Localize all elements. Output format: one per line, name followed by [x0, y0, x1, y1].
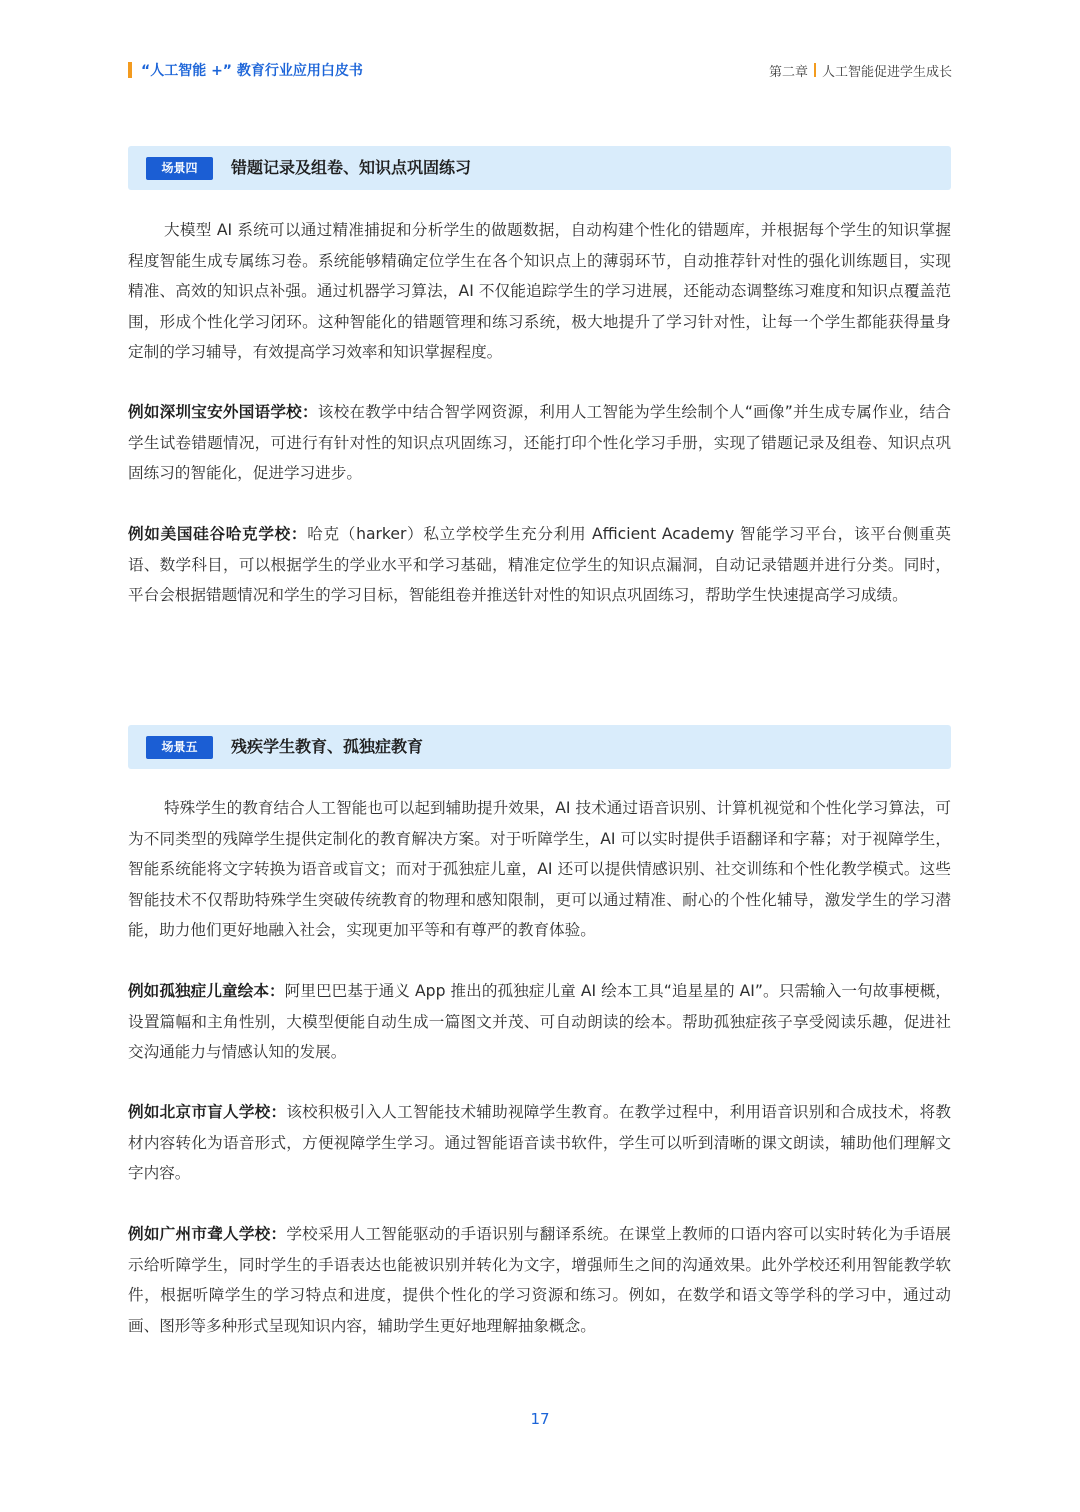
section-tag: 场景四 [146, 157, 213, 180]
section-title: 残疾学生教育、孤独症教育 [231, 737, 424, 756]
example-lead: 例如广州市聋人学校： [128, 1225, 287, 1243]
example-paragraph [128, 976, 951, 1068]
chapter-label: 第二章 [768, 64, 808, 80]
section-4-intro: 大模型 AI 系统可以通过精准捕捉和分析学生的做题数据，自动构建个性化的错题库，并根据每个学生的知识掌握程度智能生成专属练习卷。系统能够精确定位学生在各个知识点上的薄弱环节，自动推荐针对性的强化训练题目，实现精准、高效的知识点补强。通过机器学习算法，AI 不仅能追踪学生的学习进展，还能动态调整练习难度和知识点覆盖范围，形成个性化学习闭环。这种智能化的错题管理和练习系统，极大地提升了学习针对性，让每一个学生都能获得量身定制的学习辅导，有效提高学习效率和知识掌握程度。 [128, 221, 951, 361]
example-text: 阿里巴巴基于通义 App 推出的孤独症儿童 AI 绘本工具“追星星的 AI”。只需输入一句故事梗概，设置篇幅和主角性别，大模型便能自动生成一篇图文并茂、可自动朗读的绘本。帮助孤独症孩子享受阅读乐趣，促进社交沟通能力与情感认知的发展。 [128, 982, 951, 1061]
example-paragraph [128, 1219, 951, 1341]
example-paragraph [128, 1097, 951, 1189]
example-paragraph [128, 519, 951, 611]
chapter-title: 人工智能促进学生成长 [821, 64, 952, 80]
example-lead: 例如美国硅谷哈克学校： [128, 525, 308, 543]
section-header-4 [128, 146, 951, 190]
example-text: 哈克（harker）私立学校学生充分利用 Afficient Academy 智能学习平台，该平台侧重英语、数学科目，可以根据学生的学业水平和学习基础，精准定位学生的知识点漏洞，自动记录错题并进行分类。同时，平台会根据错题情况和学生的学习目标，智能组卷并推送针对性的知识点巩固练习，帮助学生快速提高学习成绩。 [128, 525, 951, 604]
example-text: 学校采用人工智能驱动的手语识别与翻译系统。在课堂上教师的口语内容可以实时转化为手语展示给听障学生，同时学生的手语表达也能被识别并转化为文字，增强师生之间的沟通效果。此外学校还利用智能教学软件，根据听障学生的学习特点和进度，提供个性化的学习资源和练习。例如，在数学和语文等学科的学习中，通过动画、图形等多种形式呈现知识内容，辅助学生更好地理解抽象概念。 [128, 1225, 951, 1335]
example-lead: 例如深圳宝安外国语学校： [128, 403, 318, 421]
section-header-5 [128, 725, 951, 769]
section-title: 错题记录及组卷、知识点巩固练习 [231, 158, 472, 177]
example-lead: 例如北京市盲人学校： [128, 1103, 287, 1121]
document-title: “人工智能 +” 教育行业应用白皮书 [141, 63, 363, 79]
header-separator [814, 63, 816, 77]
example-lead: 例如孤独症儿童绘本： [128, 982, 285, 1000]
section-tag: 场景五 [146, 736, 213, 759]
example-text: 该校积极引入人工智能技术辅助视障学生教育。在教学过程中，利用语音识别和合成技术，将教材内容转化为语音形式，方便视障学生学习。通过智能语音读书软件，学生可以听到清晰的课文朗读，辅助他们理解文字内容。 [128, 1103, 951, 1182]
header-right [769, 58, 952, 82]
example-text: 该校在教学中结合智学网资源，利用人工智能为学生绘制个人“画像”并生成专属作业，结合学生试卷错题情况，可进行有针对性的知识点巩固练习，还能打印个性化学习手册，实现了错题记录及组卷、知识点巩固练习的智能化，促进学习进步。 [128, 403, 951, 482]
example-paragraph [128, 397, 951, 489]
header-accent-bar [128, 62, 132, 78]
section-5-intro: 特殊学生的教育结合人工智能也可以起到辅助提升效果，AI 技术通过语音识别、计算机视觉和个性化学习算法，可为不同类型的残障学生提供定制化的教育解决方案。对于听障学生，AI 可以实时提供手语翻译和字幕；对于视障学生，智能系统能将文字转换为语音或盲文；而对于孤独症儿童，AI 还可以提供情感识别、社交训练和个性化教学模式。这些智能技术不仅帮助特殊学生突破传统教育的物理和感知限制，更可以通过精准、耐心的个性化辅导，激发学生的学习潜能，助力他们更好地融入社会，实现更加平等和有尊严的教育体验。 [128, 799, 951, 939]
page-header [128, 58, 952, 82]
header-left [128, 58, 363, 82]
page-number: 17 [530, 1410, 550, 1428]
